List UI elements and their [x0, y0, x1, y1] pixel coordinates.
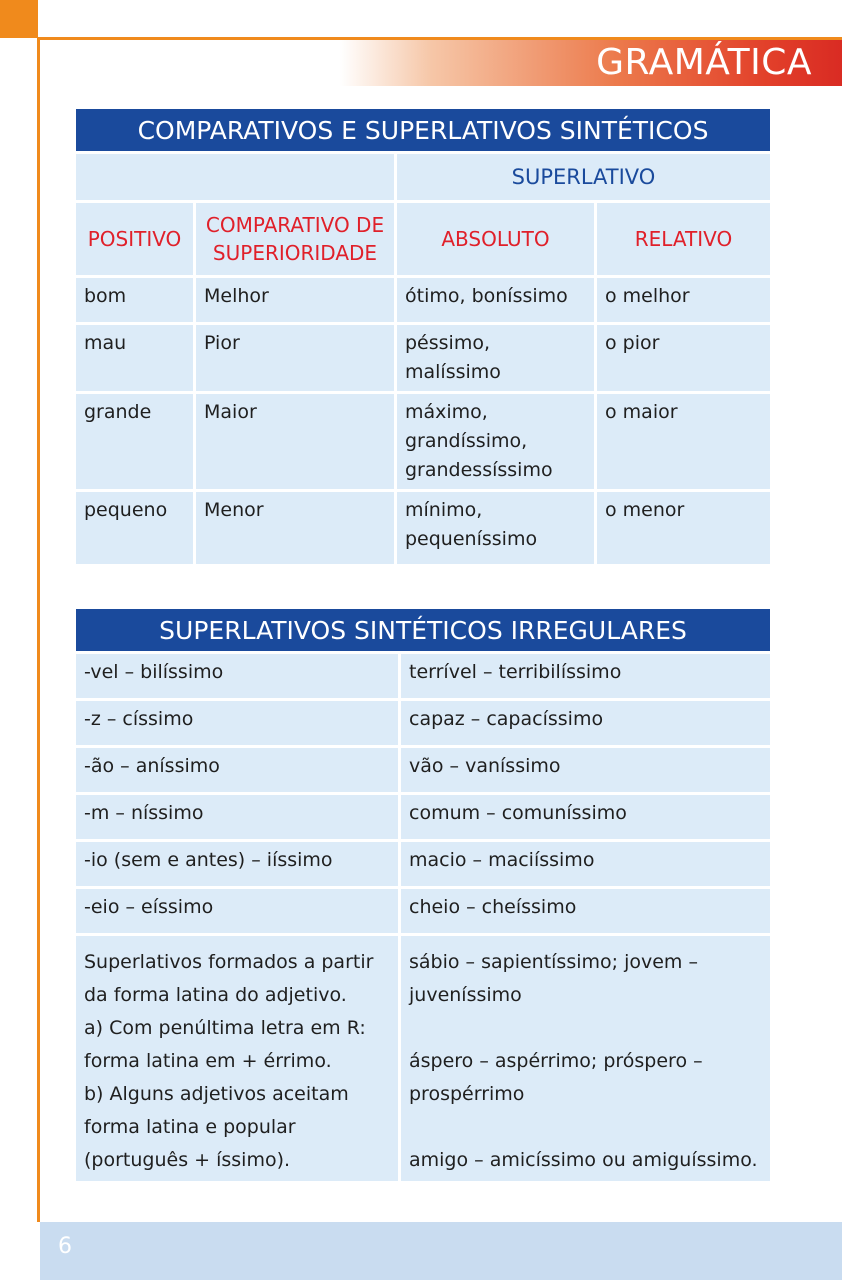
page-number: 6 [58, 1234, 72, 1259]
text-line: a) Com penúltima letra em R: [84, 1017, 366, 1039]
text-line: da forma latina do adjetivo. [84, 984, 347, 1006]
corner-accent [0, 0, 38, 38]
table-cell: o pior [597, 325, 770, 391]
latin-forms-explanation [76, 936, 398, 1181]
text-line: amigo – amicíssimo ou amiguíssimo. [409, 1149, 758, 1171]
section-banner [340, 40, 842, 86]
table-cell: comum – comuníssimo [401, 795, 770, 839]
table-title: SUPERLATIVOS SINTÉTICOS IRREGULARES [76, 609, 770, 651]
table-cell: -m – níssimo [76, 795, 398, 839]
latin-forms-examples [401, 936, 770, 1181]
text-line [409, 1012, 762, 1045]
table-cell: -io (sem e antes) – iíssimo [76, 842, 398, 886]
column-header: COMPARATIVO DE SUPERIORIDADE [196, 203, 394, 275]
text-line: (português + íssimo). [84, 1149, 291, 1171]
text-line: forma latina em + érrimo. [84, 1050, 332, 1072]
text-line [409, 1111, 762, 1144]
table-cell: terrível – terribilíssimo [401, 654, 770, 698]
table-cell: capaz – capacíssimo [401, 701, 770, 745]
table-cell: -z – císsimo [76, 701, 398, 745]
table-cell: pequeno [76, 492, 193, 564]
table-cell: máximo, grandíssimo, grandessíssimo [397, 394, 594, 489]
table-cell: mínimo, pequeníssimo [397, 492, 594, 564]
column-header: RELATIVO [597, 203, 770, 275]
table-cell: Menor [196, 492, 394, 564]
table-cell: grande [76, 394, 193, 489]
table-row [76, 889, 770, 933]
column-header: POSITIVO [76, 203, 193, 275]
text-line: Superlativos formados a partir [84, 951, 374, 973]
section-title: GRAMÁTICA [596, 42, 812, 83]
table-row [76, 278, 770, 322]
table-cell: -eio – eíssimo [76, 889, 398, 933]
table-title: COMPARATIVOS E SUPERLATIVOS SINTÉTICOS [76, 109, 770, 151]
left-rule [37, 38, 40, 1222]
table-cell: Maior [196, 394, 394, 489]
table-row [76, 936, 770, 1181]
table-cell: -vel – bilíssimo [76, 654, 398, 698]
table-row [76, 842, 770, 886]
empty-header-cell [76, 154, 394, 200]
text-line: prospérrimo [409, 1083, 525, 1105]
table-cell: mau [76, 325, 193, 391]
column-header: ABSOLUTO [397, 203, 594, 275]
text-line: juveníssimo [409, 984, 522, 1006]
table-row [76, 701, 770, 745]
table-cell: Melhor [196, 278, 394, 322]
table-cell: vão – vaníssimo [401, 748, 770, 792]
table-cell: macio – maciíssimo [401, 842, 770, 886]
table-row [76, 394, 770, 489]
page-footer [40, 1222, 842, 1280]
table-cell: -ão – aníssimo [76, 748, 398, 792]
text-line: b) Alguns adjetivos aceitam [84, 1083, 349, 1105]
irregular-superlatives-table [73, 606, 773, 1184]
table-cell: o menor [597, 492, 770, 564]
table-cell: péssimo, malíssimo [397, 325, 594, 391]
table-row [76, 654, 770, 698]
comparatives-table [73, 106, 773, 567]
table-cell: ótimo, boníssimo [397, 278, 594, 322]
text-line: áspero – aspérrimo; próspero – [409, 1050, 703, 1072]
table-row [76, 795, 770, 839]
table-row [76, 325, 770, 391]
superlative-group-header: SUPERLATIVO [397, 154, 770, 200]
table-cell: o melhor [597, 278, 770, 322]
table-cell: Pior [196, 325, 394, 391]
text-line: sábio – sapientíssimo; jovem – [409, 951, 698, 973]
table-cell: bom [76, 278, 193, 322]
table-row [76, 492, 770, 564]
table-cell: cheio – cheíssimo [401, 889, 770, 933]
table-row [76, 748, 770, 792]
text-line: forma latina e popular [84, 1116, 296, 1138]
table-cell: o maior [597, 394, 770, 489]
